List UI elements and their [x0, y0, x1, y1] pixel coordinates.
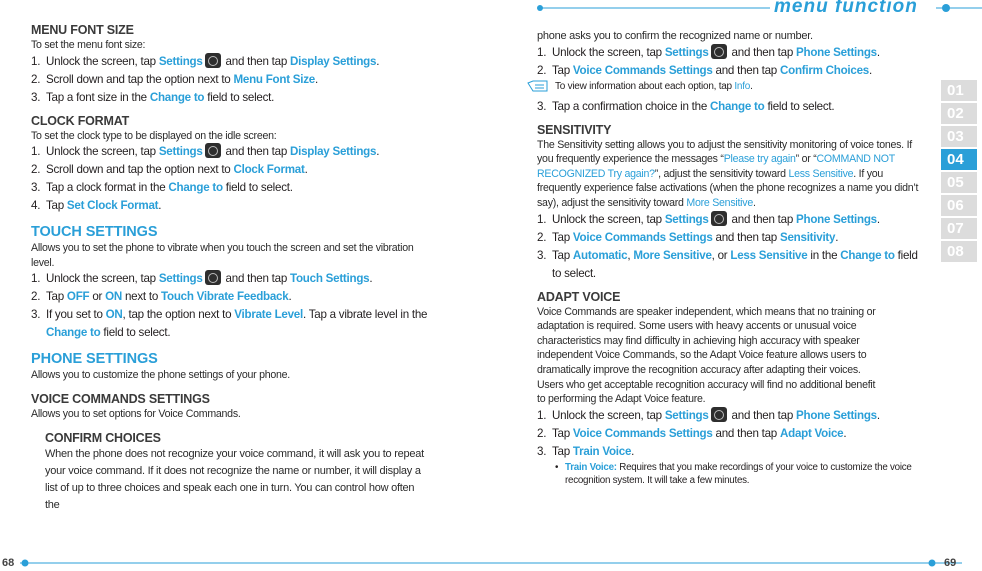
adapt-voice-heading: ADAPT VOICE — [537, 289, 621, 304]
confirm-choices-desc: When the phone does not recognize your voice command, it will ask you to repeat your voice command. If it does not recognize the name or number, it will display a list of up to three choices and speak each one in turn. You can control how often the — [45, 447, 424, 511]
voice-commands-desc: Allows you to set options for Voice Commands. — [31, 407, 241, 420]
chapter-tabs — [941, 80, 977, 264]
touch-settings-desc: Allows you to set the phone to vibrate when you touch the screen and set the vibration level. — [31, 242, 414, 269]
step: 2. Tap Voice Commands Settings and then tap Confirm Choices. — [537, 63, 872, 77]
phone-settings-desc: Allows you to customize the phone settings of your phone. — [31, 369, 290, 382]
footer-line — [0, 555, 982, 571]
chapter-tab-active[interactable]: 04 — [941, 149, 977, 170]
step: 2. Scroll down and tap the option next to Menu Font Size. — [31, 72, 318, 86]
settings-icon — [205, 270, 221, 285]
right-column — [537, 29, 929, 488]
menu-font-size-desc: To set the menu font size: — [31, 39, 146, 51]
step: 1. Unlock the screen, tap Settings and then tap Phone Settings. — [537, 408, 880, 422]
settings-icon — [711, 407, 727, 422]
chapter-tab[interactable]: 05 — [941, 172, 977, 193]
step: 3. Tap a font size in the Change to field to select. — [31, 90, 275, 104]
menu-font-size-heading: MENU FONT SIZE — [31, 23, 134, 37]
step: 3. Tap a confirmation choice in the Change to field to select. — [537, 99, 835, 113]
chapter-tab[interactable]: 03 — [941, 126, 977, 147]
step: 1. Unlock the screen, tap Settings and then tap Display Settings. — [31, 54, 380, 68]
clock-format-desc: To set the clock type to be displayed on the idle screen: — [31, 129, 277, 142]
step: 3. Tap Automatic, More Sensitive, or Less Sensitive in the Change to field to select. — [537, 248, 918, 280]
step: 1. Unlock the screen, tap Settings and then tap Touch Settings. — [31, 272, 373, 286]
clock-format-heading: CLOCK FORMAT — [31, 113, 130, 128]
step: 3. Tap a clock format in the Change to field to select. — [31, 181, 293, 195]
step: 4. Tap Set Clock Format. — [31, 199, 162, 213]
settings-icon — [711, 44, 727, 59]
sensitivity-heading: SENSITIVITY — [537, 122, 612, 137]
train-voice-bullet: • Train Voice: Requires that you make recordings of your voice to customize the voice recognition system. It will take a few minutes. — [555, 461, 912, 487]
step: 2. Tap OFF or ON next to Touch Vibrate Feedback. — [31, 290, 292, 304]
section-title: menu function — [774, 0, 918, 17]
settings-icon — [205, 53, 221, 68]
confirm-choices-cont: phone asks you to confirm the recognized name or number. — [537, 30, 813, 42]
page-number-right: 69 — [944, 557, 957, 569]
step: 3. Tap Train Voice. — [537, 444, 635, 458]
chapter-tab[interactable]: 07 — [941, 218, 977, 239]
adapt-voice-desc: Voice Commands are speaker independent, which means that no training or adaptation is required. Some users with heavy accents or unusual voice characteristics may find difficulty in achieving high accuracy with speaker independent Voice Commands, so the Adapt Voice feature allows users to dramatically improve the recognition accuracy after adapting their voices. Users who get acceptable recognition accuracy will find no additional benefit to performing the Adapt Voice feature. — [537, 305, 876, 406]
info-note: To view information about each option, tap Info. — [555, 80, 929, 94]
step: 1. Unlock the screen, tap Settings and then tap Display Settings. — [31, 145, 380, 159]
page-number-left: 68 — [2, 557, 15, 569]
note-icon — [527, 80, 549, 93]
chapter-tab[interactable]: 02 — [941, 103, 977, 124]
chapter-tab[interactable]: 06 — [941, 195, 977, 216]
touch-settings-heading: TOUCH SETTINGS — [31, 224, 158, 241]
sensitivity-desc: The Sensitivity setting allows you to adjust the sensitivity monitoring of voice tones. If you frequently experience the messages “Please try again” or “COMMAND NOT RECOGNIZED Try again?”, adjust the sensitivity toward Less Sensitive. If you frequently experience false activations (when the phone recognizes a name you didn’t say), adjust the sensitivity toward More Sensitive. — [537, 138, 919, 209]
step: 1. Unlock the screen, tap Settings and then tap Phone Settings. — [537, 45, 880, 59]
left-column — [31, 22, 431, 514]
step: 2. Tap Voice Commands Settings and then tap Sensitivity. — [537, 230, 839, 244]
step: 1. Unlock the screen, tap Settings and then tap Phone Settings. — [537, 212, 880, 226]
settings-icon — [205, 143, 221, 158]
voice-commands-heading: VOICE COMMANDS SETTINGS — [31, 391, 210, 406]
chapter-tab[interactable]: 01 — [941, 80, 977, 101]
step: 2. Scroll down and tap the option next to Clock Format. — [31, 163, 308, 177]
settings-icon — [711, 211, 727, 226]
step: 2. Tap Voice Commands Settings and then tap Adapt Voice. — [537, 426, 847, 440]
step: 3. If you set to ON, tap the option next to Vibrate Level. Tap a vibrate level in the Change to field to select. — [31, 308, 428, 340]
confirm-choices-heading: CONFIRM CHOICES — [45, 430, 161, 445]
phone-settings-heading: PHONE SETTINGS — [31, 351, 158, 368]
chapter-tab[interactable]: 08 — [941, 241, 977, 262]
